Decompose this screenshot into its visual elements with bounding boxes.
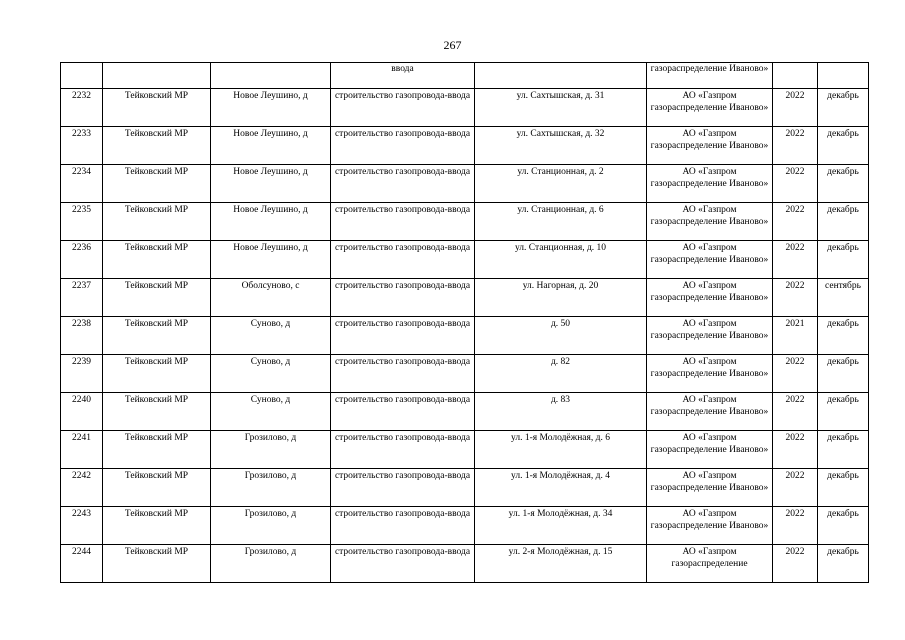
cell-month: декабрь — [818, 355, 869, 393]
table-row — [61, 127, 869, 165]
cell-year: 2022 — [773, 203, 818, 241]
cell-org: АО «Газпром газораспределение Иваново» — [647, 431, 773, 469]
cell-org: АО «Газпром газораспределение Иваново» — [647, 241, 773, 279]
cell-org: АО «Газпром газораспределение Иваново» — [647, 393, 773, 431]
cell-num: 2238 — [61, 317, 103, 355]
cell-address — [475, 63, 647, 89]
cell-year: 2022 — [773, 545, 818, 583]
cell-address: ул. 1-я Молодёжная, д. 4 — [475, 469, 647, 507]
table-row — [61, 545, 869, 583]
cell-num: 2243 — [61, 507, 103, 545]
cell-address: ул. 2-я Молодёжная, д. 15 — [475, 545, 647, 583]
cell-work: строительство газопровода-ввода — [331, 89, 475, 127]
cell-num: 2242 — [61, 469, 103, 507]
cell-org: АО «Газпром газораспределение Иваново» — [647, 317, 773, 355]
cell-district: Тейковский МР — [103, 355, 211, 393]
cell-num: 2234 — [61, 165, 103, 203]
cell-work: строительство газопровода-ввода — [331, 431, 475, 469]
cell-month: декабрь — [818, 469, 869, 507]
table-row — [61, 89, 869, 127]
cell-year: 2022 — [773, 89, 818, 127]
cell-address: ул. Нагорная, д. 20 — [475, 279, 647, 317]
table-row — [61, 431, 869, 469]
cell-month: декабрь — [818, 431, 869, 469]
cell-year: 2022 — [773, 507, 818, 545]
cell-org: газораспределение Иваново» — [647, 63, 773, 89]
cell-org: АО «Газпром газораспределение Иваново» — [647, 355, 773, 393]
cell-settlement: Грозилово, д — [211, 507, 331, 545]
cell-settlement: Суново, д — [211, 393, 331, 431]
table-row-continuation — [61, 63, 869, 89]
cell-year: 2022 — [773, 431, 818, 469]
cell-year: 2022 — [773, 355, 818, 393]
cell-settlement: Новое Леушино, д — [211, 241, 331, 279]
cell-district: Тейковский МР — [103, 165, 211, 203]
cell-month: декабрь — [818, 127, 869, 165]
cell-work: строительство газопровода-ввода — [331, 355, 475, 393]
cell-num: 2236 — [61, 241, 103, 279]
table-row — [61, 279, 869, 317]
cell-year: 2022 — [773, 127, 818, 165]
cell-work: строительство газопровода-ввода — [331, 165, 475, 203]
cell-org: АО «Газпром газораспределение Иваново» — [647, 469, 773, 507]
table-row — [61, 393, 869, 431]
cell-work: ввода — [331, 63, 475, 89]
cell-num: 2233 — [61, 127, 103, 165]
table-row — [61, 355, 869, 393]
cell-work: строительство газопровода-ввода — [331, 317, 475, 355]
cell-month: декабрь — [818, 545, 869, 583]
cell-settlement: Суново, д — [211, 355, 331, 393]
cell-year: 2022 — [773, 469, 818, 507]
cell-settlement: Новое Леушино, д — [211, 127, 331, 165]
cell-org: АО «Газпром газораспределение — [647, 545, 773, 583]
cell-month: декабрь — [818, 507, 869, 545]
cell-district: Тейковский МР — [103, 507, 211, 545]
table-row — [61, 317, 869, 355]
cell-address: д. 82 — [475, 355, 647, 393]
cell-month: декабрь — [818, 89, 869, 127]
cell-district: Тейковский МР — [103, 469, 211, 507]
cell-address: ул. Станционная, д. 6 — [475, 203, 647, 241]
cell-settlement — [211, 63, 331, 89]
cell-settlement: Новое Леушино, д — [211, 89, 331, 127]
cell-district: Тейковский МР — [103, 89, 211, 127]
cell-district: Тейковский МР — [103, 127, 211, 165]
cell-month: декабрь — [818, 203, 869, 241]
cell-address: д. 83 — [475, 393, 647, 431]
cell-district: Тейковский МР — [103, 431, 211, 469]
cell-year: 2022 — [773, 393, 818, 431]
cell-address: д. 50 — [475, 317, 647, 355]
cell-work: строительство газопровода-ввода — [331, 507, 475, 545]
cell-work: строительство газопровода-ввода — [331, 545, 475, 583]
cell-work: строительство газопровода-ввода — [331, 203, 475, 241]
cell-month: сентябрь — [818, 279, 869, 317]
cell-settlement: Грозилово, д — [211, 545, 331, 583]
cell-district: Тейковский МР — [103, 203, 211, 241]
cell-year: 2022 — [773, 165, 818, 203]
cell-district: Тейковский МР — [103, 279, 211, 317]
cell-num: 2240 — [61, 393, 103, 431]
cell-address: ул. Станционная, д. 2 — [475, 165, 647, 203]
cell-month: декабрь — [818, 317, 869, 355]
cell-num: 2232 — [61, 89, 103, 127]
table-row — [61, 203, 869, 241]
cell-settlement: Грозилово, д — [211, 469, 331, 507]
cell-settlement: Грозилово, д — [211, 431, 331, 469]
table-row — [61, 469, 869, 507]
cell-district: Тейковский МР — [103, 545, 211, 583]
cell-org: АО «Газпром газораспределение Иваново» — [647, 203, 773, 241]
cell-month: декабрь — [818, 393, 869, 431]
cell-org: АО «Газпром газораспределение Иваново» — [647, 279, 773, 317]
cell-settlement: Новое Леушино, д — [211, 165, 331, 203]
cell-num: 2241 — [61, 431, 103, 469]
page-number: 267 — [443, 38, 462, 52]
cell-district: Тейковский МР — [103, 393, 211, 431]
cell-num: 2239 — [61, 355, 103, 393]
cell-work: строительство газопровода-ввода — [331, 279, 475, 317]
cell-org: АО «Газпром газораспределение Иваново» — [647, 507, 773, 545]
cell-district: Тейковский МР — [103, 317, 211, 355]
cell-org: АО «Газпром газораспределение Иваново» — [647, 89, 773, 127]
cell-org: АО «Газпром газораспределение Иваново» — [647, 127, 773, 165]
cell-work: строительство газопровода-ввода — [331, 469, 475, 507]
cell-settlement: Новое Леушино, д — [211, 203, 331, 241]
table-row — [61, 241, 869, 279]
cell-num: 2244 — [61, 545, 103, 583]
cell-settlement: Суново, д — [211, 317, 331, 355]
cell-address: ул. 1-я Молодёжная, д. 34 — [475, 507, 647, 545]
cell-address: ул. Сахтышская, д. 31 — [475, 89, 647, 127]
cell-num: 2237 — [61, 279, 103, 317]
cell-month: декабрь — [818, 165, 869, 203]
table-row — [61, 165, 869, 203]
cell-num: 2235 — [61, 203, 103, 241]
cell-month — [818, 63, 869, 89]
gasification-table — [60, 62, 869, 583]
cell-num — [61, 63, 103, 89]
table-row — [61, 507, 869, 545]
cell-address: ул. Сахтышская, д. 32 — [475, 127, 647, 165]
cell-org: АО «Газпром газораспределение Иваново» — [647, 165, 773, 203]
cell-work: строительство газопровода-ввода — [331, 393, 475, 431]
cell-year: 2021 — [773, 317, 818, 355]
cell-settlement: Оболсуново, с — [211, 279, 331, 317]
cell-year: 2022 — [773, 241, 818, 279]
cell-address: ул. 1-я Молодёжная, д. 6 — [475, 431, 647, 469]
cell-work: строительство газопровода-ввода — [331, 241, 475, 279]
cell-district — [103, 63, 211, 89]
cell-district: Тейковский МР — [103, 241, 211, 279]
cell-address: ул. Станционная, д. 10 — [475, 241, 647, 279]
cell-year: 2022 — [773, 279, 818, 317]
cell-year — [773, 63, 818, 89]
cell-work: строительство газопровода-ввода — [331, 127, 475, 165]
cell-month: декабрь — [818, 241, 869, 279]
